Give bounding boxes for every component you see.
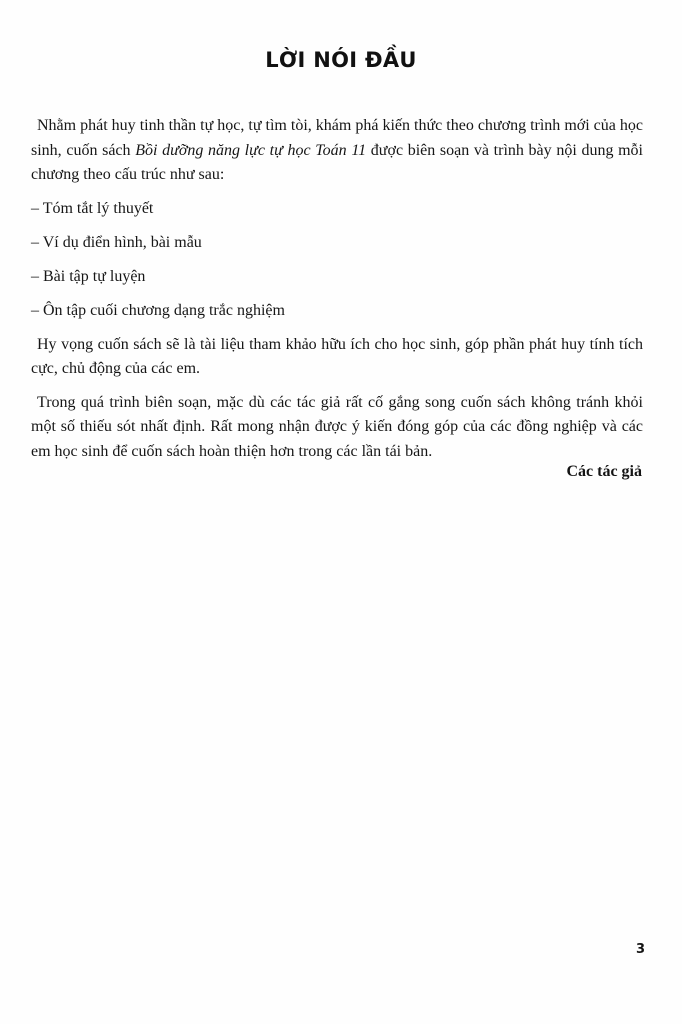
list-item: – Ví dụ điển hình, bài mẫu [31,233,202,251]
intro-text-start: Nhằm phát huy tinh thần tự học, tự tìm tòi, khám phá kiến thức theo chương trình mới của học sinh, cuốn sách [31,117,643,159]
list-item: – Ôn tập cuối chương dạng trắc nghiệm [31,301,285,319]
book-title-italic: Bồi dưỡng năng lực tự học Toán 11 [135,141,367,159]
closing-paragraph: Trong quá trình biên soạn, mặc dù các tác giả rất cố gắng song cuốn sách không tránh khỏi một số thiếu sót nhất định. Rất mong nhận được ý kiến đóng góp của các đồng nghiệp và các em học sinh để cuốn sách hoàn thiện hơn trong các lần tái bản. [31,393,643,460]
page-number: 3 [635,942,645,957]
intro-paragraph [31,114,643,188]
hope-paragraph: Hy vọng cuốn sách sẽ là tài liệu tham khảo hữu ích cho học sinh, góp phần phát huy tính tích cực, chủ động của các em. [31,335,643,377]
list-item: – Bài tập tự luyện [31,267,146,285]
structure-list [31,197,643,323]
page-title: LỜI NÓI ĐẦU [265,48,417,72]
preface-body [31,114,643,473]
list-item: – Tóm tắt lý thuyết [31,199,154,217]
intro-text-end: được biên soạn và trình bày nội dung mỗi chương theo cấu trúc như sau: [31,141,643,183]
author-signature: Các tác giả [566,463,642,480]
